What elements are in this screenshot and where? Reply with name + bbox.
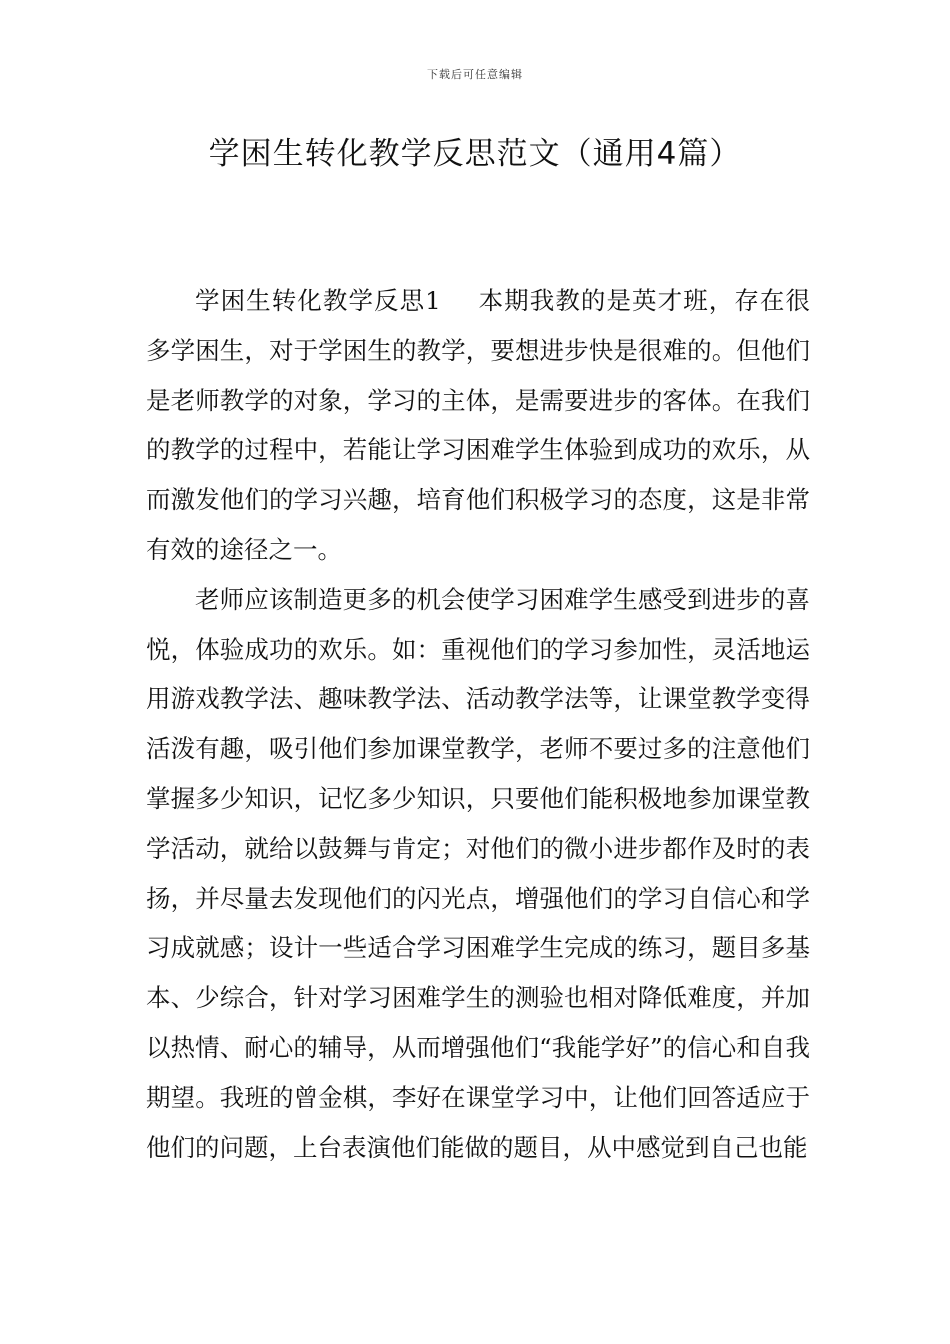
paragraph-1-text: 本期我教的是英才班，存在很多学困生，对于学困生的教学，要想进步快是很难的。但他们是老师教学的对象，学习的主体，是需要进步的客体。在我们的教学的过程中，若能让学习困难学生体验到成功的欢乐，从而激发他们的学习兴趣，培育他们积极学习的态度，这是非常有效的途径之一。 [146, 286, 810, 564]
paragraph-1 [146, 276, 810, 575]
document-title: 学困生转化教学反思范文（通用4篇） [208, 136, 742, 172]
section-heading: 学困生转化教学反思1 [195, 286, 441, 315]
document-body [146, 276, 810, 1172]
paragraph-2: 老师应该制造更多的机会使学习困难学生感受到进步的喜悦，体验成功的欢乐。如：重视他们的学习参加性，灵活地运用游戏教学法、趣味教学法、活动教学法等，让课堂教学变得活泼有趣，吸引他们参加课堂教学，老师不要过多的注意他们掌握多少知识，记忆多少知识，只要他们能积极地参加课堂教学活动，就给以鼓舞与肯定；对他们的微小进步都作及时的表扬，并尽量去发现他们的闪光点，增强他们的学习自信心和学习成就感；设计一些适合学习困难学生完成的练习，题目多基本、少综合，针对学习困难学生的测验也相对降低难度，并加以热情、耐心的辅导，从而增强他们“我能学好”的信心和自我期望。我班的曾金棋，李好在课堂学习中，让他们回答适应于他们的问题，上台表演他们能做的题目，从中感觉到自己也能 [146, 584, 810, 1162]
header-note: 下载后可任意编辑 [427, 68, 523, 81]
